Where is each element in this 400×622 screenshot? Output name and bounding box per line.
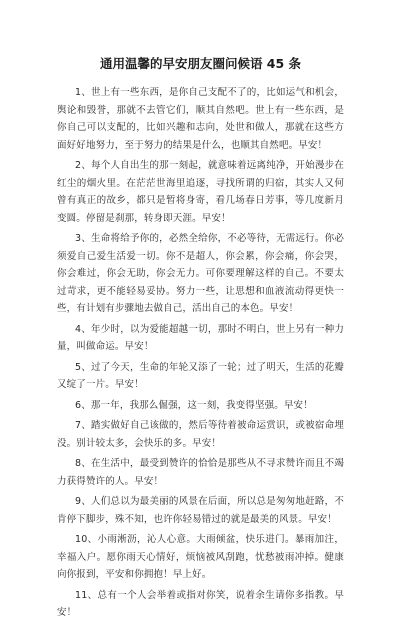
paragraph-10: 10、小雨淅沥，沁人心意。大雨倾盆，快乐进门。暴雨加注，幸福入户。愿你雨天心情好，烦恼被风刮跑，忧愁被雨冲掉。健康向你报到，平安和你拥抱！早上好。	[57, 534, 344, 580]
paragraph-8: 8、在生活中，最受到赞许的恰恰是那些从不寻求赞许而且不竭力获得赞许的人。早安！	[57, 458, 344, 487]
paragraph-6: 6、那一年，我那么倔强，这一刻，我变得坚强。早安！	[75, 399, 313, 411]
paragraph-7: 7、踏实做好自己该做的，然后等待着被命运赏识，或被宿命埋没。别计较太多，会快乐的多。早安！	[57, 420, 344, 449]
paragraph-11: 11、总有一个人会举着或指对你笑，说着余生请你多指教。早安！	[57, 589, 344, 618]
paragraph-5: 5、过了今天，生命的年轮又添了一轮；过了明天，生活的花瓣又绽了一片。早安！	[57, 361, 344, 390]
paragraph-2: 2、每个人自出生的那一刻起，就意味着远离纯净，开始漫步在红尘的烟火里。在茫茫世海里追逐，寻找所谓的归宿，其实人又何曾有真正的故乡，都只是暂将身寄，看几场春日芳事，等几度新月变圆。停留是刹那，转身即天涯。早安！	[57, 160, 344, 224]
page-title: 通用温馨的早安朋友圈问候语 45 条	[99, 56, 302, 71]
paragraph-3: 3、生命将给予你的，必然全给你，不必等待，无需远行。你必须爱自己爱生活爱一切。你不是超人，你会累，你会痛，你会哭，你会难过，你会无助，你会无力。可你要理解这样的自己。不要太过苛求，更不能轻易妥协。努力一些，让思想和血液流动得更快一些，有计划有步骤地去做自己，活出自己的本色。早安！	[57, 233, 344, 314]
paragraph-9: 9、人们总以为最美丽的风景在后面，所以总是匆匆地赶路，不肯停下脚步，殊不知，也许你轻易错过的就是最美的风景。早安！	[57, 496, 344, 525]
paragraph-1: 1、世上有一些东西，是你自己支配不了的，比如运气和机会，舆论和毁誉，那就不去管它们，顺其自然吧。世上有一些东西，是你自己可以支配的，比如兴趣和志向，处世和做人，那就在这些方面好好地努力，至于努力的结果是什么，也顺其自然吧。早安！	[57, 87, 344, 151]
paragraph-4: 4、年少时，以为爱能超越一切，那时不明白，世上另有一种力量，叫做命运。早安！	[57, 323, 344, 352]
